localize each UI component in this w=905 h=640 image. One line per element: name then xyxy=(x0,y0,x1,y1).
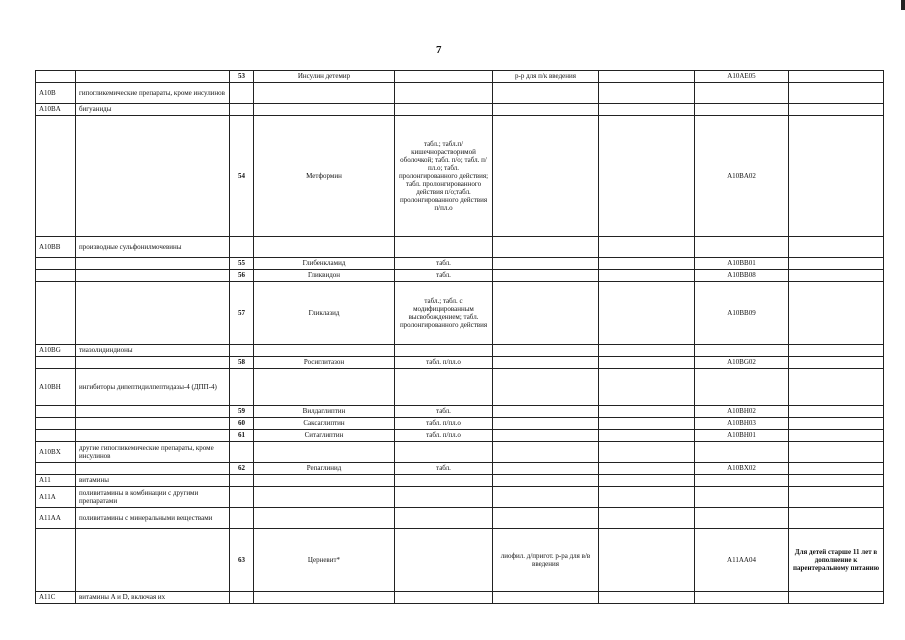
row-number xyxy=(230,592,254,604)
empty-cell xyxy=(599,487,695,508)
dosage-form-alt xyxy=(493,406,599,418)
dosage-form xyxy=(395,237,493,258)
row-number: 61 xyxy=(230,430,254,442)
atc-group-code xyxy=(36,258,76,270)
row-number: 56 xyxy=(230,270,254,282)
empty-cell xyxy=(599,369,695,406)
note xyxy=(789,406,884,418)
atc-group-name xyxy=(76,406,230,418)
dosage-form: табл. xyxy=(395,463,493,475)
drug-name: Глибенкламид xyxy=(254,258,395,270)
atc-group-code xyxy=(36,430,76,442)
note xyxy=(789,282,884,345)
atc-group-code: A10BG xyxy=(36,345,76,357)
atc-group-name: витамины A и D, включая их xyxy=(76,592,230,604)
note xyxy=(789,83,884,104)
drug-name: Ситаглиптин xyxy=(254,430,395,442)
atc-code xyxy=(695,369,789,406)
atc-code xyxy=(695,487,789,508)
atc-code: A10BB08 xyxy=(695,270,789,282)
drug-name: Церневит* xyxy=(254,529,395,592)
table-row xyxy=(36,463,884,475)
dosage-form xyxy=(395,369,493,406)
empty-cell xyxy=(599,592,695,604)
drug-name xyxy=(254,83,395,104)
dosage-form: табл. п/пл.о xyxy=(395,430,493,442)
drug-name xyxy=(254,369,395,406)
atc-code xyxy=(695,345,789,357)
atc-group-name xyxy=(76,430,230,442)
atc-group-name: ингибиторы дипептидилпептидазы-4 (ДПП-4) xyxy=(76,369,230,406)
table-row xyxy=(36,83,884,104)
table-row xyxy=(36,237,884,258)
table-row xyxy=(36,442,884,463)
note xyxy=(789,369,884,406)
dosage-form-alt xyxy=(493,592,599,604)
atc-group-name: поливитамины в комбинации с другими препаратами xyxy=(76,487,230,508)
dosage-form: табл. xyxy=(395,258,493,270)
empty-cell xyxy=(599,345,695,357)
empty-cell xyxy=(599,508,695,529)
atc-code: A11AA04 xyxy=(695,529,789,592)
dosage-form xyxy=(395,104,493,116)
note: Для детей старше 11 лет в дополнение к парентеральному питанию xyxy=(789,529,884,592)
table-row xyxy=(36,369,884,406)
atc-group-code xyxy=(36,357,76,369)
dosage-form: табл. п/пл.о xyxy=(395,357,493,369)
dosage-form-alt xyxy=(493,357,599,369)
table-row xyxy=(36,487,884,508)
note xyxy=(789,430,884,442)
dosage-form-alt xyxy=(493,345,599,357)
atc-code xyxy=(695,592,789,604)
drug-name xyxy=(254,487,395,508)
empty-cell xyxy=(599,463,695,475)
atc-group-code: A10B xyxy=(36,83,76,104)
atc-group-name: гипогликемические препараты, кроме инсулинов xyxy=(76,83,230,104)
drug-name xyxy=(254,475,395,487)
drug-name: Метформин xyxy=(254,116,395,237)
dosage-form-alt xyxy=(493,487,599,508)
drug-name: Репаглинид xyxy=(254,463,395,475)
row-number: 62 xyxy=(230,463,254,475)
row-number xyxy=(230,83,254,104)
atc-group-name: другие гипогликемические препараты, кроме инсулинов xyxy=(76,442,230,463)
table-row xyxy=(36,282,884,345)
note xyxy=(789,345,884,357)
table-row xyxy=(36,418,884,430)
drug-name: Гликлазид xyxy=(254,282,395,345)
atc-group-code: A10BH xyxy=(36,369,76,406)
dosage-form-alt xyxy=(493,104,599,116)
atc-group-code xyxy=(36,529,76,592)
row-number: 55 xyxy=(230,258,254,270)
atc-code xyxy=(695,475,789,487)
note xyxy=(789,475,884,487)
atc-code: A10BH03 xyxy=(695,418,789,430)
table-row xyxy=(36,508,884,529)
row-number xyxy=(230,475,254,487)
atc-group-name xyxy=(76,418,230,430)
drug-list-table xyxy=(35,70,884,604)
note xyxy=(789,418,884,430)
atc-group-code xyxy=(36,463,76,475)
dosage-form-alt xyxy=(493,369,599,406)
row-number: 59 xyxy=(230,406,254,418)
dosage-form xyxy=(395,71,493,83)
note xyxy=(789,592,884,604)
table-row xyxy=(36,357,884,369)
atc-group-code: A11AA xyxy=(36,508,76,529)
atc-group-code xyxy=(36,406,76,418)
atc-group-name xyxy=(76,357,230,369)
dosage-form xyxy=(395,529,493,592)
atc-code xyxy=(695,442,789,463)
dosage-form-alt xyxy=(493,116,599,237)
note xyxy=(789,357,884,369)
atc-code: A10BG02 xyxy=(695,357,789,369)
empty-cell xyxy=(599,475,695,487)
row-number: 60 xyxy=(230,418,254,430)
row-number xyxy=(230,345,254,357)
atc-code: A10BB01 xyxy=(695,258,789,270)
atc-group-name xyxy=(76,270,230,282)
dosage-form-alt xyxy=(493,475,599,487)
atc-group-name: поливитамины с минеральными веществами xyxy=(76,508,230,529)
dosage-form xyxy=(395,508,493,529)
atc-group-name xyxy=(76,529,230,592)
note xyxy=(789,237,884,258)
table-row xyxy=(36,592,884,604)
atc-group-code: A11 xyxy=(36,475,76,487)
dosage-form-alt: лиофил. д/пригот. р-ра для в/в введения xyxy=(493,529,599,592)
atc-group-name xyxy=(76,71,230,83)
empty-cell xyxy=(599,237,695,258)
atc-group-name xyxy=(76,282,230,345)
dosage-form-alt xyxy=(493,83,599,104)
table-row xyxy=(36,430,884,442)
atc-group-name: витамины xyxy=(76,475,230,487)
drug-name: Гликвидон xyxy=(254,270,395,282)
atc-code: A10BX02 xyxy=(695,463,789,475)
empty-cell xyxy=(599,71,695,83)
drug-name xyxy=(254,104,395,116)
row-number xyxy=(230,487,254,508)
atc-group-name xyxy=(76,116,230,237)
dosage-form-alt xyxy=(493,442,599,463)
note xyxy=(789,442,884,463)
dosage-form-alt xyxy=(493,430,599,442)
dosage-form-alt xyxy=(493,282,599,345)
atc-code xyxy=(695,508,789,529)
empty-cell xyxy=(599,116,695,237)
row-number xyxy=(230,369,254,406)
row-number xyxy=(230,508,254,529)
atc-group-name xyxy=(76,463,230,475)
empty-cell xyxy=(599,282,695,345)
atc-group-code xyxy=(36,418,76,430)
empty-cell xyxy=(599,430,695,442)
dosage-form-alt: р-р для п/к введения xyxy=(493,71,599,83)
empty-cell xyxy=(599,104,695,116)
dosage-form: табл. xyxy=(395,406,493,418)
table-row xyxy=(36,529,884,592)
dosage-form-alt xyxy=(493,270,599,282)
empty-cell xyxy=(599,442,695,463)
row-number xyxy=(230,104,254,116)
atc-code: A10AE05 xyxy=(695,71,789,83)
dosage-form-alt xyxy=(493,258,599,270)
drug-name xyxy=(254,592,395,604)
atc-group-name xyxy=(76,258,230,270)
dosage-form-alt xyxy=(493,418,599,430)
note xyxy=(789,71,884,83)
atc-group-code: A10BX xyxy=(36,442,76,463)
note xyxy=(789,487,884,508)
dosage-form: табл.; табл.п/кишечнорастворимой оболочкой; табл. п/о; табл. п/пл.о; табл. пролонгированного действия; табл. пролонгированного действия п/о;табл. пролонгированного действия п/пл.о xyxy=(395,116,493,237)
atc-group-code xyxy=(36,282,76,345)
empty-cell xyxy=(599,270,695,282)
note xyxy=(789,258,884,270)
dosage-form: табл. п/пл.о xyxy=(395,418,493,430)
dosage-form xyxy=(395,475,493,487)
drug-name: Вилдаглиптин xyxy=(254,406,395,418)
drug-name: Саксаглиптин xyxy=(254,418,395,430)
dosage-form: табл. xyxy=(395,270,493,282)
drug-name xyxy=(254,237,395,258)
atc-code xyxy=(695,237,789,258)
atc-code xyxy=(695,104,789,116)
dosage-form: табл.; табл. с модифицированным высвобождением; табл. пролонгированного действия xyxy=(395,282,493,345)
dosage-form-alt xyxy=(493,463,599,475)
atc-code: A10BH01 xyxy=(695,430,789,442)
table-row xyxy=(36,104,884,116)
dosage-form xyxy=(395,442,493,463)
empty-cell xyxy=(599,406,695,418)
atc-group-name: тиазолидиндионы xyxy=(76,345,230,357)
atc-code: A10BH02 xyxy=(695,406,789,418)
row-number xyxy=(230,237,254,258)
dosage-form xyxy=(395,345,493,357)
row-number: 54 xyxy=(230,116,254,237)
note xyxy=(789,463,884,475)
drug-name: Инсулин детемир xyxy=(254,71,395,83)
drug-name xyxy=(254,442,395,463)
table-row xyxy=(36,270,884,282)
atc-code: A10BA02 xyxy=(695,116,789,237)
atc-group-code: A10BA xyxy=(36,104,76,116)
empty-cell xyxy=(599,83,695,104)
dosage-form xyxy=(395,592,493,604)
note xyxy=(789,116,884,237)
row-number: 57 xyxy=(230,282,254,345)
atc-group-code: A11A xyxy=(36,487,76,508)
row-number: 58 xyxy=(230,357,254,369)
drug-name xyxy=(254,345,395,357)
dosage-form-alt xyxy=(493,237,599,258)
page-number: 7 xyxy=(436,44,442,56)
empty-cell xyxy=(599,258,695,270)
dosage-form-alt xyxy=(493,508,599,529)
atc-code: A10BB09 xyxy=(695,282,789,345)
note xyxy=(789,508,884,529)
table-row xyxy=(36,116,884,237)
atc-code xyxy=(695,83,789,104)
atc-group-name: бигуаниды xyxy=(76,104,230,116)
table-row xyxy=(36,475,884,487)
atc-group-name: производные сульфонилмочевины xyxy=(76,237,230,258)
table-row xyxy=(36,71,884,83)
note xyxy=(789,270,884,282)
atc-group-code xyxy=(36,71,76,83)
row-number: 63 xyxy=(230,529,254,592)
empty-cell xyxy=(599,357,695,369)
drug-name xyxy=(254,508,395,529)
row-number: 53 xyxy=(230,71,254,83)
drug-name: Росиглитазон xyxy=(254,357,395,369)
dosage-form xyxy=(395,83,493,104)
scan-corner-mark xyxy=(901,0,905,10)
table-row xyxy=(36,258,884,270)
note xyxy=(789,104,884,116)
dosage-form xyxy=(395,487,493,508)
row-number xyxy=(230,442,254,463)
atc-group-code xyxy=(36,270,76,282)
empty-cell xyxy=(599,529,695,592)
table-row xyxy=(36,345,884,357)
empty-cell xyxy=(599,418,695,430)
atc-group-code: A11C xyxy=(36,592,76,604)
atc-group-code: A10BB xyxy=(36,237,76,258)
atc-group-code xyxy=(36,116,76,237)
table-row xyxy=(36,406,884,418)
